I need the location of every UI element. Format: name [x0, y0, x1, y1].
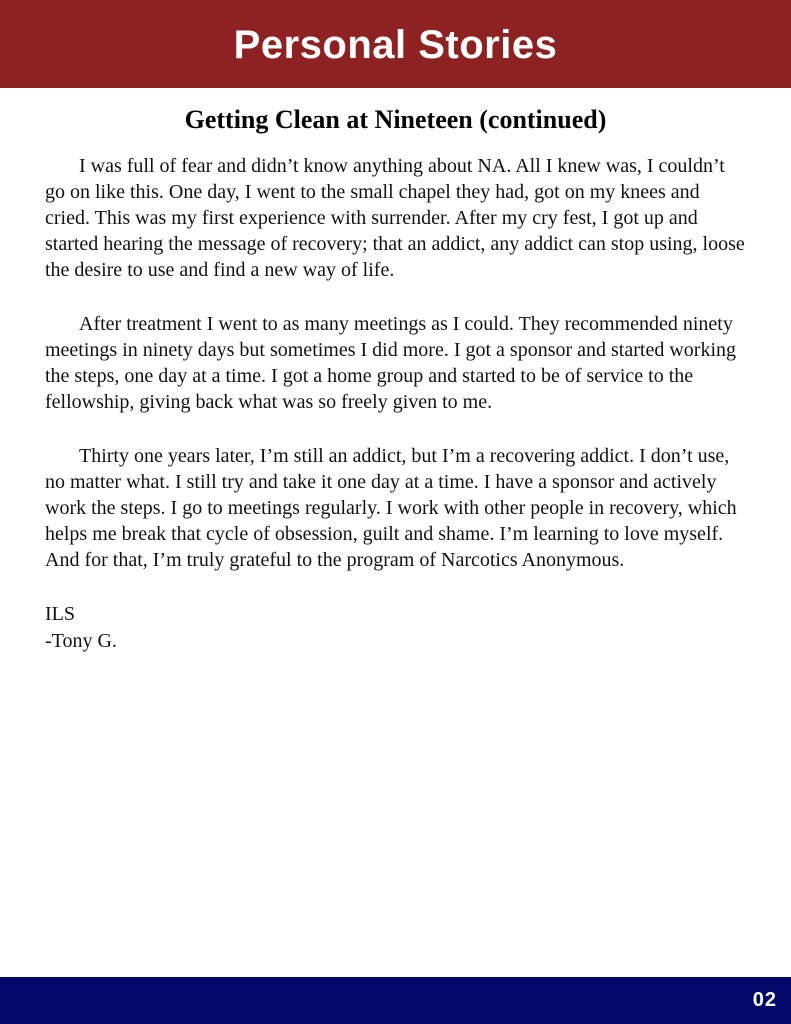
signature-author: -Tony G. [45, 630, 117, 652]
story-content [0, 88, 791, 655]
story-paragraph-1: I was full of fear and didn’t know anything about NA. All I knew was, I couldn’t go on like this. One day, I went to the small chapel they had, got on my knees and cried. This was my first experience with surrender. After my cry fest, I got up and started hearing the message of recovery; that an addict, any addict can stop using, loose the desire to use and find a new way of life. [45, 155, 745, 281]
page-title: Personal Stories [233, 22, 558, 67]
signature-initials: ILS [45, 603, 75, 625]
page-footer [0, 977, 791, 1024]
story-body [45, 153, 746, 573]
story-paragraph-3: Thirty one years later, I’m still an addict, but I’m a recovering addict. I don’t use, no matter what. I still try and take it one day at a time. I have a sponsor and actively work the steps. I go to meetings regularly. I work with other people in recovery, which helps me break that cycle of obsession, guilt and shame. I’m learning to love myself. And for that, I’m truly grateful to the program of Narcotics Anonymous. [45, 445, 737, 571]
page-header-banner [0, 0, 791, 88]
story-title: Getting Clean at Nineteen (continued) [184, 105, 607, 134]
signature-block [45, 601, 746, 655]
page-number: 02 [752, 989, 777, 1011]
story-paragraph-2: After treatment I went to as many meetings as I could. They recommended ninety meetings in ninety days but sometimes I did more. I got a sponsor and started working the steps, one day at a time. I got a home group and started to be of service to the fellowship, giving back what was so freely given to me. [45, 313, 736, 413]
